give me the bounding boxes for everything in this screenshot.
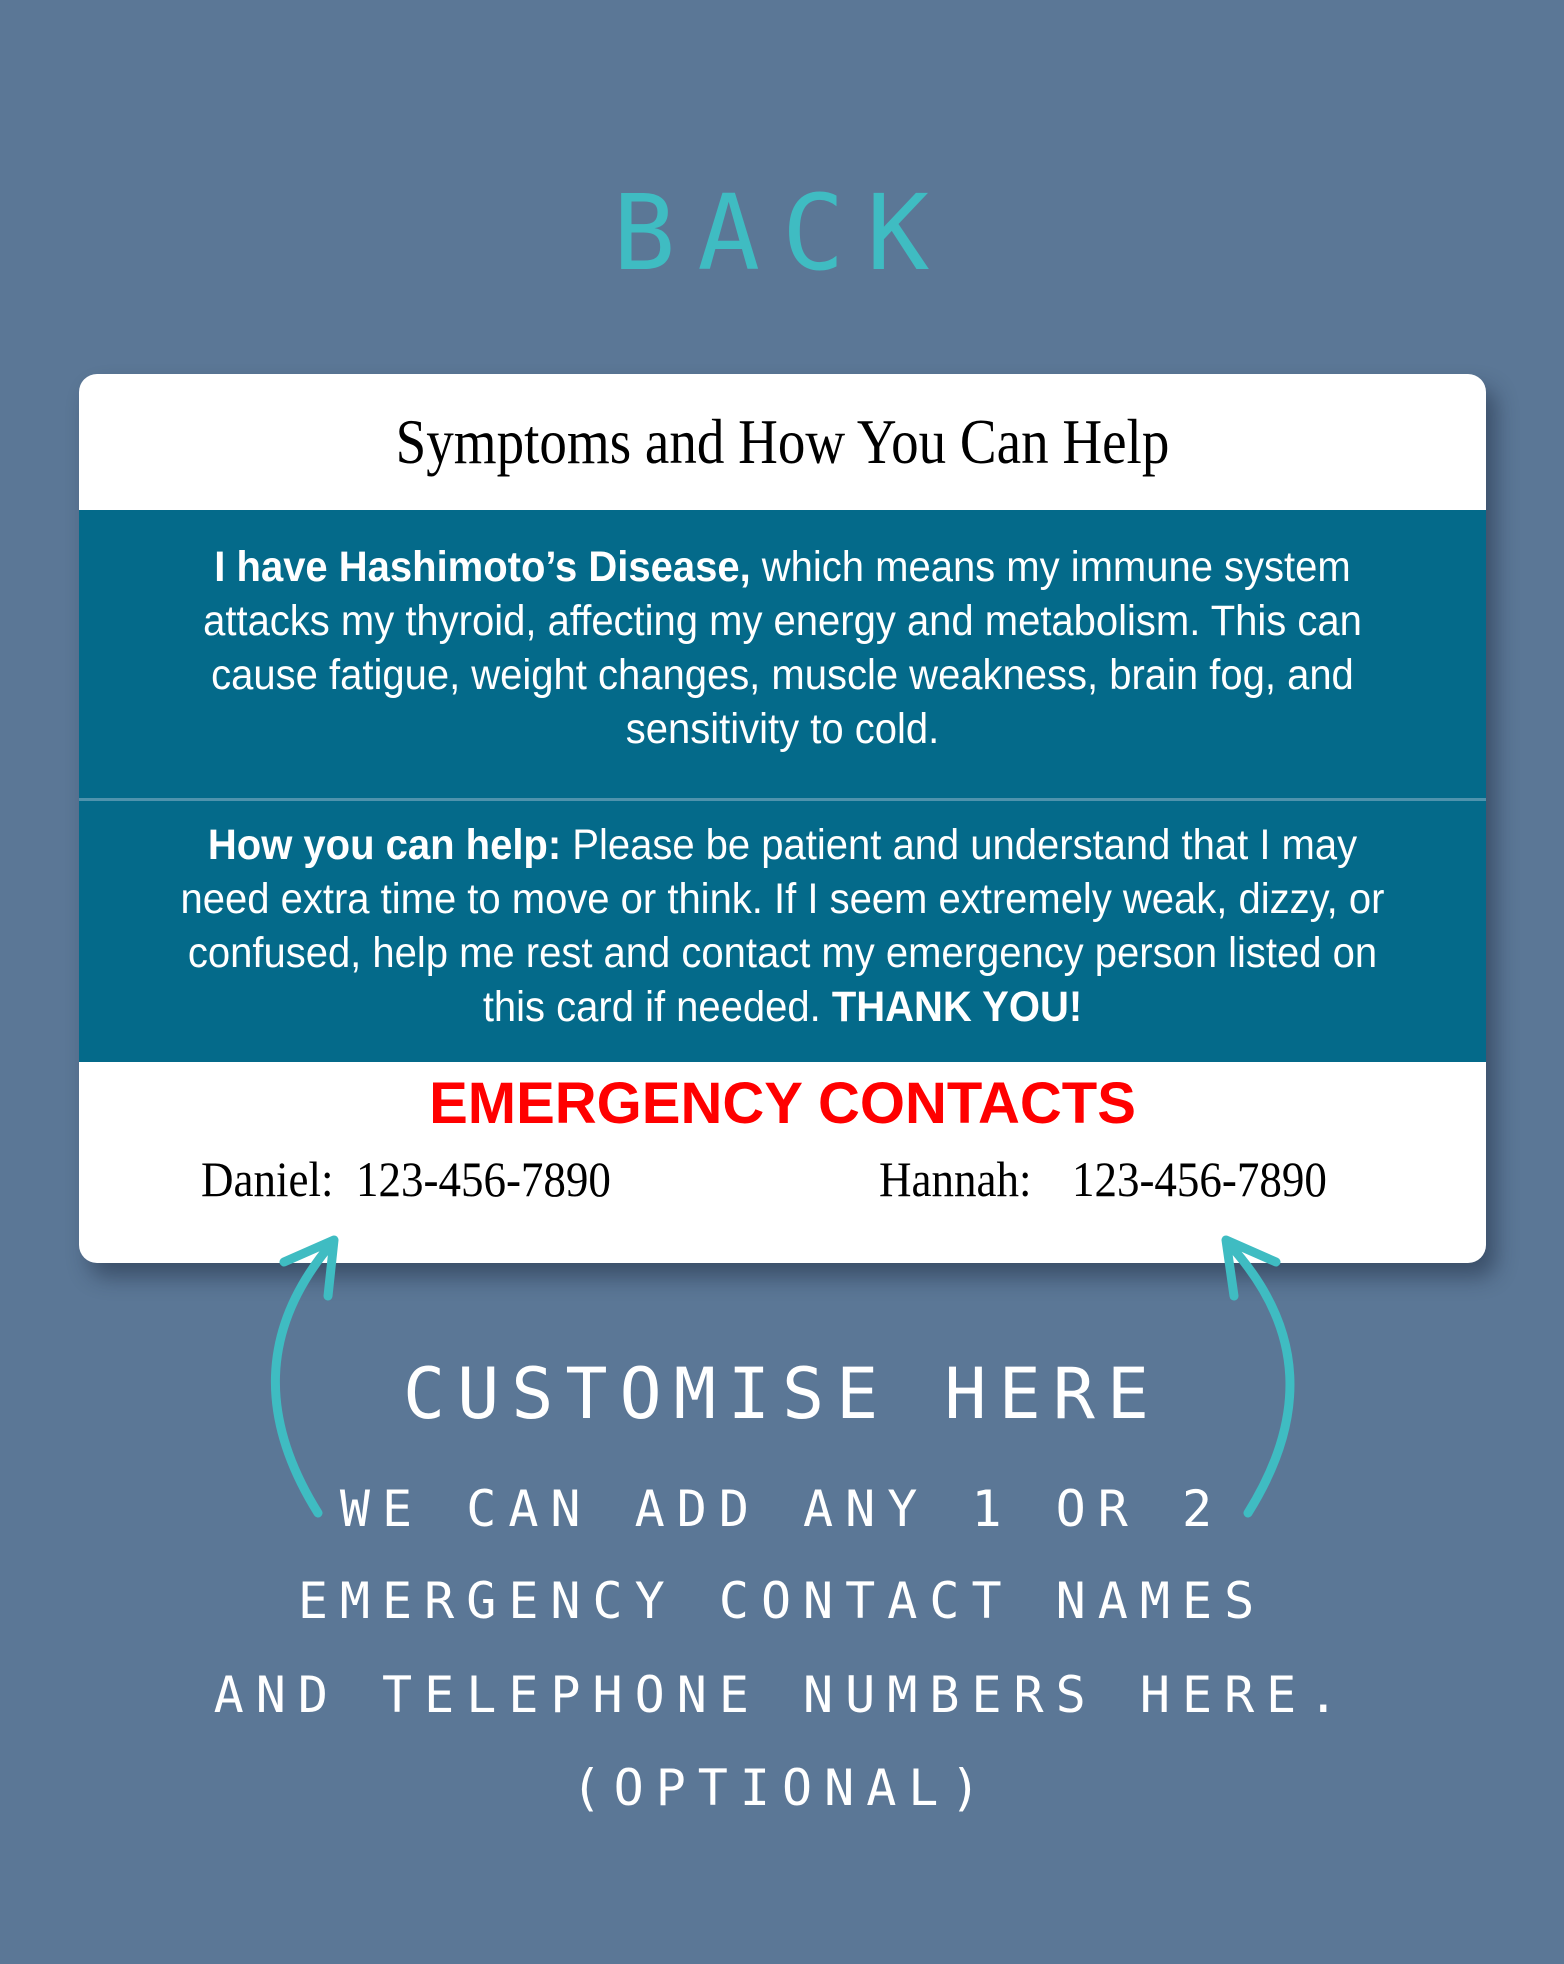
customise-line: WE CAN ADD ANY 1 OR 2	[339, 1480, 1225, 1538]
contact-name: Hannah:	[879, 1151, 1032, 1207]
back-heading: BACK	[612, 172, 952, 294]
emergency-contacts-heading: EMERGENCY CONTACTS	[429, 1071, 1136, 1136]
condition-bold: I have Hashimoto’s Disease,	[214, 543, 751, 591]
help-bold: How you can help:	[207, 821, 562, 869]
card-title: Symptoms and How You Can Help	[395, 406, 1170, 477]
customise-line: EMERGENCY CONTACT NAMES	[297, 1572, 1267, 1630]
contact-phone: 123-456-7890	[355, 1151, 611, 1207]
customise-line: (OPTIONAL)	[571, 1759, 993, 1817]
customise-heading: CUSTOMISE HERE	[402, 1353, 1161, 1435]
help-text: Please be patient and understand that I may need extra time to move or think. If I seem extremely weak, dizzy, or confused, help me rest and contact my emergency person listed on this card if needed.	[180, 821, 1385, 1031]
condition-text: which means my immune system attacks my thyroid, affecting my energy and metabolism. This can cause fatigue, weight changes, muscle weakness, brain fog, and sensitivity to cold.	[203, 543, 1362, 753]
thank-you: THANK YOU!	[831, 983, 1083, 1031]
contact-phone: 123-456-7890	[1071, 1151, 1327, 1207]
contact-name: Daniel:	[201, 1151, 334, 1207]
customise-line: AND TELEPHONE NUMBERS HERE.	[213, 1666, 1351, 1724]
